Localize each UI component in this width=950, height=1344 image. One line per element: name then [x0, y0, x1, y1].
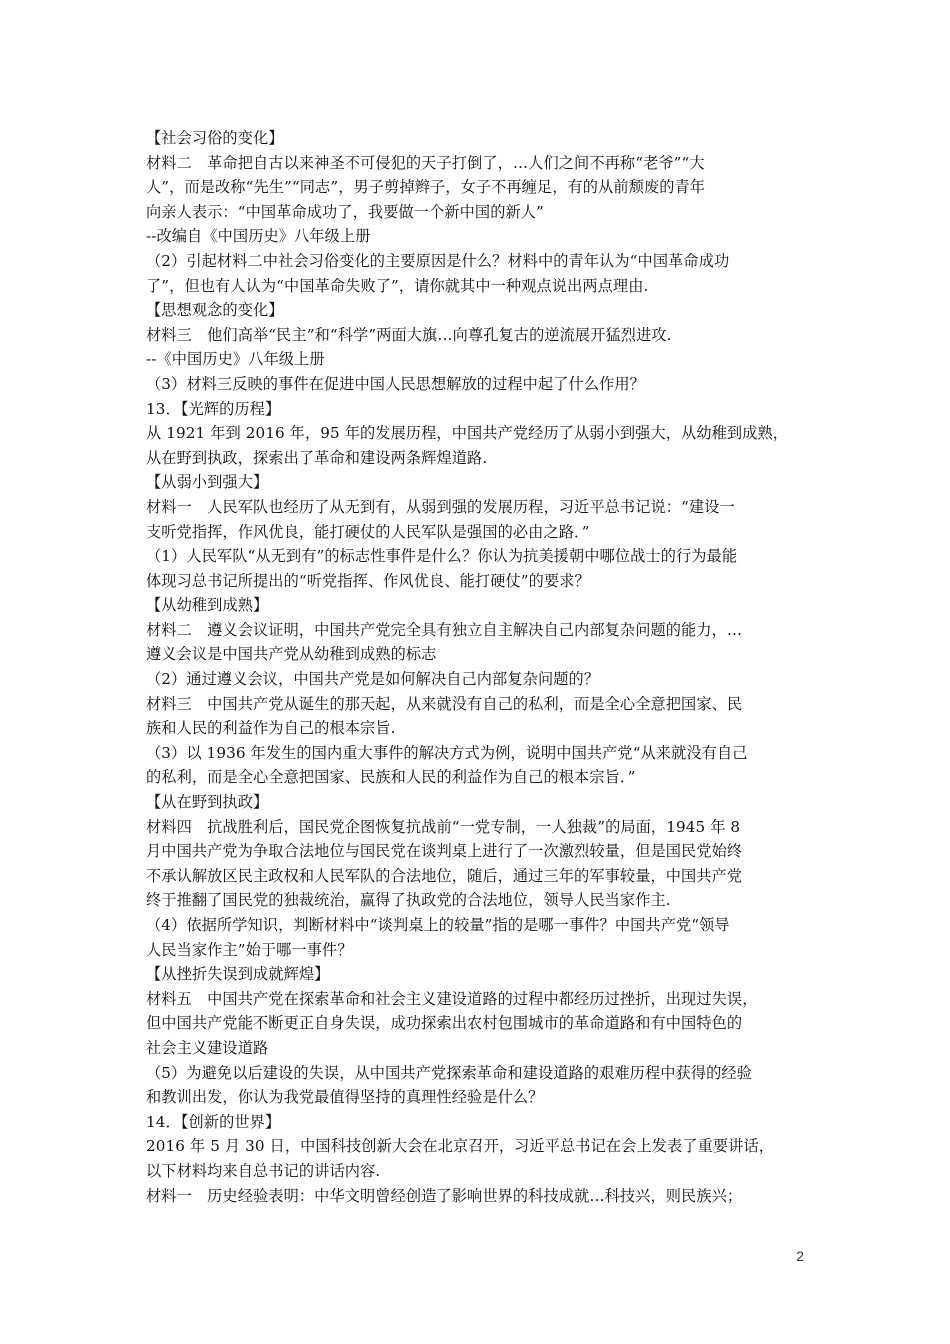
text-line: 材料三 中国共产党从诞生的那天起，从来就没有自己的私利，而是全心全意把国家、民: [146, 694, 743, 713]
text-line: 【思想观念的变化】: [146, 301, 284, 320]
text-line: 终于推翻了国民党的独裁统治，赢得了执政党的合法地位，领导人民当家作主.: [146, 891, 671, 910]
text-line: 人”，而是改称“先生”“同志”，男子剪掉辫子，女子不再缠足，有的从前颓废的青年: [146, 178, 706, 197]
text-line: （3）材料三反映的事件在促进中国人民思想解放的过程中起了什么作用？: [146, 374, 645, 393]
text-line: 材料一 人民军队也经历了从无到有，从弱到强的发展历程，习近平总书记说：“建设一: [146, 497, 735, 516]
text-line: 月中国共产党为争取合法地位与国民党在谈判桌上进行了一次激烈较量，但是国民党始终: [146, 842, 743, 861]
text-line: 但中国共产党能不断更正自身失误，成功探索出农村包围城市的革命道路和有中国特色的: [146, 1014, 743, 1033]
text-line: 人民当家作主”始于哪一事件？: [146, 940, 353, 959]
text-line: 【从弱小到强大】: [146, 473, 269, 492]
text-line: 材料二 遵义会议证明，中国共产党完全具有独立自主解决自己内部复杂问题的能力，…: [146, 620, 743, 639]
text-line: （2）引起材料二中社会习俗变化的主要原因是什么？材料中的青年认为“中国革命成功: [146, 251, 730, 270]
text-line: 社会主义建设道路: [146, 1038, 269, 1057]
text-line: 2016 年 5 月 30 日，中国科技创新大会在北京召开，习近平总书记在会上发表了重要讲话，: [146, 1137, 775, 1156]
text-line: 材料五 中国共产党在探索革命和社会主义建设道路的过程中都经历过挫折，出现过失误，: [146, 989, 758, 1008]
text-line: 支听党指挥，作风优良，能打硬仗的人民军队是强国的必由之路．”: [146, 522, 590, 541]
text-line: （3）以 1936 年发生的国内重大事件的解决方式为例，说明中国共产党“从来就没有自己: [146, 743, 748, 762]
text-line: 以下材料均来自总书记的讲话内容.: [146, 1161, 381, 1180]
text-line: 和教训出发，你认为我党最值得坚持的真理性经验是什么？: [146, 1088, 544, 1107]
text-line: （2）通过遵义会议，中国共产党是如何解决自己内部复杂问题的？: [146, 670, 600, 689]
text-line: 14．【创新的世界】: [146, 1112, 281, 1131]
text-line: --改编自《中国历史》八年级上册: [146, 227, 371, 246]
text-line: 材料一 历史经验表明：中华文明曾经创造了影响世界的科技成就…科技兴，则民族兴；: [146, 1186, 743, 1205]
text-line: 【从挫折失误到成就辉煌】: [146, 965, 330, 984]
text-line: 【社会习俗的变化】: [146, 129, 284, 147]
text-line: 【从幼稚到成熟】: [146, 596, 269, 615]
text-line: 从在野到执政，探索出了革命和建设两条辉煌道路.: [146, 448, 488, 467]
text-line: （5）为避免以后建设的失误，从中国共产党探索革命和建设道路的艰难历程中获得的经验: [146, 1063, 752, 1082]
text-line: 13．【光辉的历程】: [146, 399, 281, 418]
text-line: 从 1921 年到 2016 年，95 年的发展历程，中国共产党经历了从弱小到强大，从幼稚到成熟，: [146, 424, 789, 443]
page-number: 2: [796, 1248, 804, 1264]
text-line: 遵义会议是中国共产党从幼稚到成熟的标志: [146, 645, 437, 664]
text-line: --《中国历史》八年级上册: [146, 350, 325, 369]
text-line: 向亲人表示：“中国革命成功了，我要做一个新中国的新人”: [146, 202, 544, 221]
text-line: 了”，但也有人认为“中国革命失败了”，请你就其中一种观点说出两点理由.: [146, 276, 649, 295]
text-line: 【从在野到执政】: [146, 793, 269, 812]
text-line: （1）人民军队“从无到有”的标志性事件是什么？你认为抗美援朝中哪位战士的行为最能: [146, 547, 738, 566]
text-line: （4）依据所学知识，判断材料中“谈判桌上的较量”指的是哪一事件？中国共产党“领导: [146, 916, 730, 934]
text-line: 族和人民的利益作为自己的根本宗旨.: [146, 719, 396, 738]
text-line: 材料四 抗战胜利后，国民党企图恢复抗战前“一党专制，一人独裁”的局面，1945 年 8: [146, 817, 741, 836]
text-line: 的私利，而是全心全意把国家、民族和人民的利益作为自己的根本宗旨．”: [146, 768, 636, 787]
text-line: 材料三 他们高举“民主”和“科学”两面大旗…向尊孔复古的逆流展开猛烈进攻.: [146, 325, 672, 344]
text-line: 材料二 革命把自古以来神圣不可侵犯的天子打倒了，…人们之间不再称“老爷”“大: [146, 153, 705, 172]
text-line: 不承认解放区民主政权和人民军队的合法地位，随后，通过三年的军事较量，中国共产党: [146, 866, 743, 885]
text-line: 体现习总书记所提出的“听党指挥、作风优良、能打硬仗”的要求？: [146, 571, 590, 590]
document-body: [146, 126, 806, 1208]
